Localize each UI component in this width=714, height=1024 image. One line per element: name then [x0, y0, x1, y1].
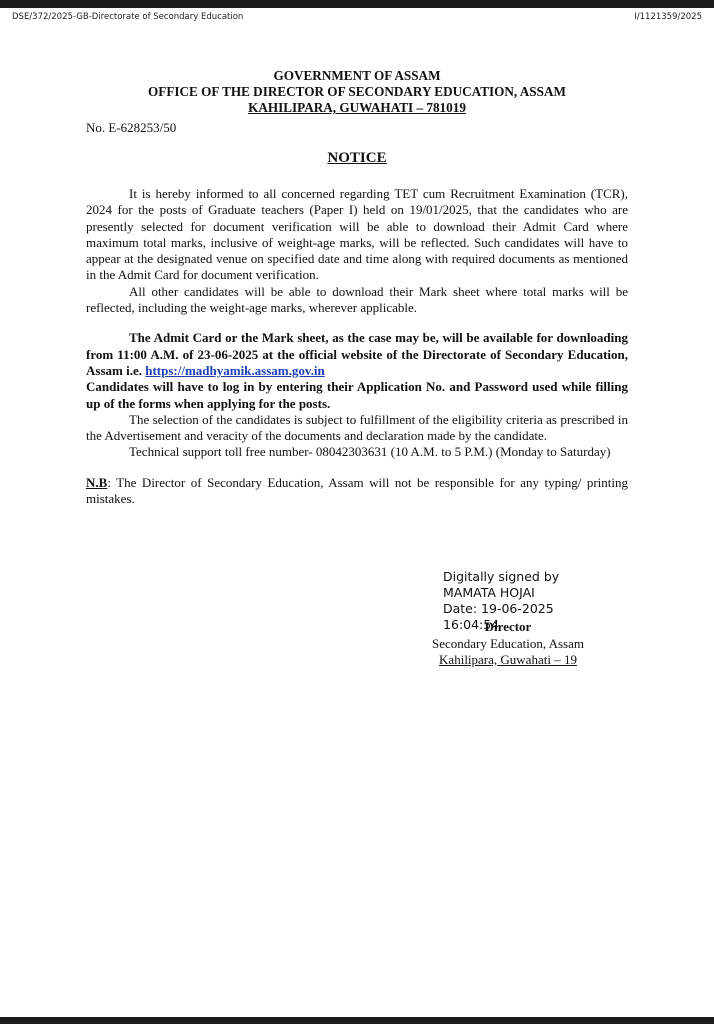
notice-body [86, 186, 628, 507]
nb-note [86, 475, 628, 508]
designation-address: Kahilipara, Guwahati – 19 [439, 652, 577, 667]
signer-name: MAMATA HOJAI [443, 585, 535, 600]
designation-block [424, 619, 592, 669]
government-name: GOVERNMENT OF ASSAM [273, 68, 441, 83]
designation-department: Secondary Education, Assam [432, 635, 584, 651]
paragraph-4: Candidates will have to log in by entering their Application No. and Password used while filling up of the forms when applying for the posts. [86, 379, 628, 411]
office-address: KAHILIPARA, GUWAHATI – 781019 [248, 100, 466, 115]
reference-number: No. E-628253/50 [86, 120, 177, 135]
notice-title: NOTICE [327, 150, 387, 166]
paragraph-5: The selection of the candidates is subject to fulfillment of the eligibility criteria as prescribed in the Advertisement and veracity of the documents and declaration made by the candidate. [86, 411, 628, 444]
signature-time: 16:04:54 [443, 617, 500, 632]
letterhead [86, 68, 628, 116]
nb-text: : The Director of Secondary Education, Assam will not be responsible for any typing/ printing mistakes. [86, 474, 628, 507]
nb-label: N.B [86, 474, 108, 490]
paragraph-1: It is hereby informed to all concerned regarding TET cum Recruitment Examination (TCR), 2024 for the posts of Graduate teachers (Paper I) held on 19/01/2025, that the candidates who are presently selected for document verification will be able to download their Admit Card where maximum total marks, inclusive of weight-age marks, will be reflected. Such candidates will have to appear at the designated venue on specified date and time along with required documents as mentioned in the Admit Card for document verification. [86, 186, 628, 283]
bottom-bar [0, 1017, 714, 1024]
availability-text: The Admit Card or the Mark sheet, as the case may be, will be available for downloading from 11:00 A.M. of 23-06-2025 at the official website of the Directorate of Secondary Education, Assam i.e. [86, 330, 628, 378]
paragraph-6: Technical support toll free number- 08042303631 (10 A.M. to 5 P.M.) (Monday to Saturday) [129, 444, 611, 460]
paragraph-2: All other candidates will be able to download their Mark sheet where total marks will be reflected, including the weight-age marks, wherever applicable. [86, 283, 628, 316]
file-reference-left: DSE/372/2025-GB-Directorate of Secondary Education [12, 12, 244, 22]
signature-line-1: Digitally signed by [443, 569, 560, 584]
designation-title: Director [484, 619, 532, 634]
file-reference-right: I/1121359/2025 [634, 12, 702, 22]
website-link[interactable]: https://madhyamik.assam.gov.in [145, 362, 325, 378]
top-bar [0, 0, 714, 8]
office-name: OFFICE OF THE DIRECTOR OF SECONDARY EDUCATION, ASSAM [148, 84, 566, 99]
signature-date: Date: 19-06-2025 [443, 601, 554, 616]
paragraph-3 [86, 330, 628, 379]
